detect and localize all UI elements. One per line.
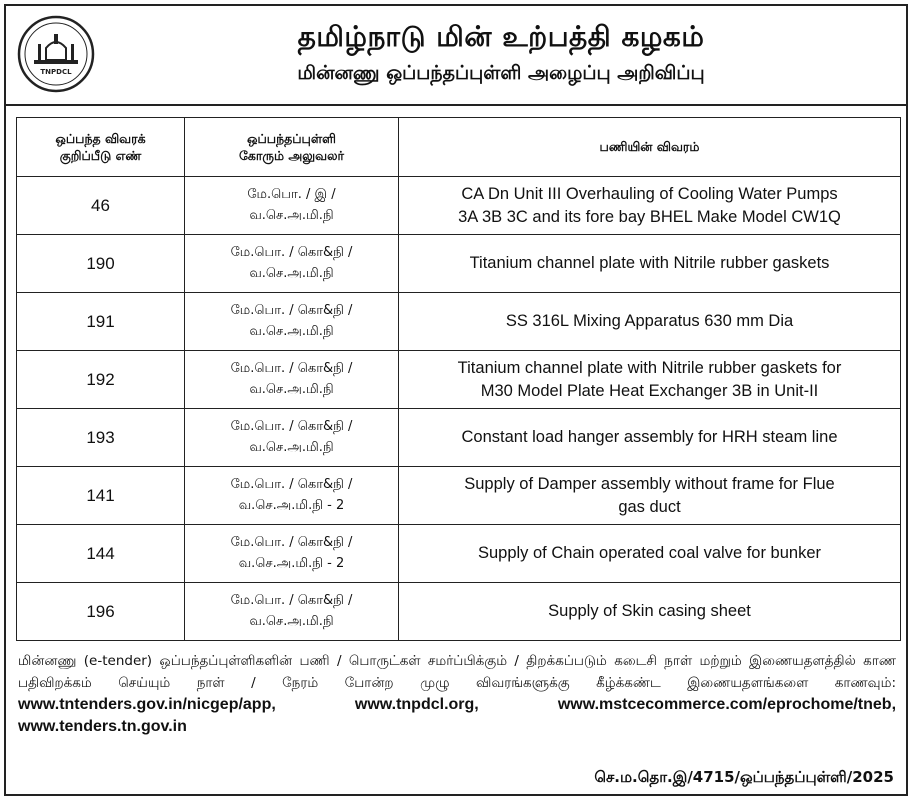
officer-line1: மே.பொ. / கொ&நி / [230, 419, 353, 435]
description-cell [399, 351, 901, 409]
ref-number: 196 [17, 583, 185, 641]
tnpdcl-logo [16, 14, 96, 94]
officer-cell [185, 293, 399, 351]
officer-cell [185, 583, 399, 641]
table-row [17, 177, 901, 235]
officer-line1: மே.பொ. / கொ&நி / [230, 593, 353, 609]
tnpdcl-link[interactable]: www.tnpdcl.org, [354, 696, 479, 713]
officer-line2: வ.செ.அ.மி.நி [249, 207, 334, 223]
table-row [17, 351, 901, 409]
officer-line1: மே.பொ. / கொ&நி / [230, 303, 353, 319]
notice-title: தமிழ்நாடு மின் உற்பத்தி கழகம் [297, 20, 705, 53]
tntenders-link[interactable]: www.tntenders.gov.in/nicgep/app, [18, 696, 276, 713]
ref-number: 46 [17, 177, 185, 235]
description-cell: SS 316L Mixing Apparatus 630 mm Dia [399, 293, 901, 351]
column-header-ref [17, 118, 185, 177]
reference-number: செ.ம.தொ.இ/4715/ஒப்பந்தப்புள்ளி/2025 [594, 768, 894, 786]
column-header-description: பணியின் விவரம் [399, 118, 901, 177]
officer-line1: மே.பொ. / கொ&நி / [230, 361, 353, 377]
officer-cell [185, 351, 399, 409]
ref-number: 191 [17, 293, 185, 351]
description-cell: Supply of Chain operated coal valve for bunker [399, 525, 901, 583]
officer-line1: மே.பொ. / கொ&நி / [230, 535, 353, 551]
ref-number: 192 [17, 351, 185, 409]
description-line1: CA Dn Unit III Overhauling of Cooling Water Pumps [461, 185, 838, 204]
table-row [17, 293, 901, 351]
description-line2: gas duct [618, 497, 681, 516]
officer-cell [185, 177, 399, 235]
logo-text: TNPDCL [40, 68, 72, 76]
officer-line2: வ.செ.அ.மி.நி - 2 [238, 497, 345, 513]
description-line2: M30 Model Plate Heat Exchanger 3B in Unit-II [480, 381, 819, 400]
description-cell [399, 177, 901, 235]
officer-line1: மே.பொ. / கொ&நி / [230, 477, 353, 493]
table-row [17, 235, 901, 293]
officer-line2: வ.செ.அ.மி.நி - 2 [238, 555, 345, 571]
officer-cell [185, 525, 399, 583]
description-line1: Supply of Damper assembly without frame for Flue [464, 475, 835, 494]
description-cell: Supply of Skin casing sheet [399, 583, 901, 641]
footer-paragraph [18, 650, 896, 738]
officer-line2: வ.செ.அ.மி.நி [249, 439, 334, 455]
table-row [17, 409, 901, 467]
ref-number: 141 [17, 467, 185, 525]
ref-number: 144 [17, 525, 185, 583]
description-cell: Constant load hanger assembly for HRH steam line [399, 409, 901, 467]
header-officer-line1: ஒப்பந்தப்புள்ளி [247, 130, 336, 146]
officer-line1: மே.பொ. / இ / [247, 187, 336, 203]
header-ref-line1: ஒப்பந்த விவரக் [55, 130, 146, 146]
officer-cell [185, 409, 399, 467]
mstcecommerce-link[interactable]: www.mstcecommerce.com/eprochome/tneb, [557, 696, 897, 713]
tender-table [16, 117, 901, 641]
officer-line1: மே.பொ. / கொ&நி / [230, 245, 353, 261]
notice-subtitle: மின்னணு ஒப்பந்தப்புள்ளி அழைப்பு அறிவிப்பு [297, 62, 705, 84]
officer-line2: வ.செ.அ.மி.நி [249, 323, 334, 339]
description-line2: 3A 3B 3C and its fore bay BHEL Make Model CW1Q [458, 207, 841, 226]
ref-number: 190 [17, 235, 185, 293]
description-cell: Titanium channel plate with Nitrile rubber gaskets [399, 235, 901, 293]
column-header-officer [185, 118, 399, 177]
description-cell [399, 467, 901, 525]
table-row [17, 583, 901, 641]
table-header-row [17, 118, 901, 177]
officer-cell [185, 467, 399, 525]
ref-number: 193 [17, 409, 185, 467]
officer-line2: வ.செ.அ.மி.நி [249, 613, 334, 629]
officer-line2: வ.செ.அ.மி.நி [249, 265, 334, 281]
tenders-tn-link[interactable]: www.tenders.tn.gov.in [18, 718, 187, 735]
tender-notice [4, 4, 908, 796]
notice-header [6, 6, 906, 106]
header-officer-line2: கோரும் அலுவலர் [238, 148, 345, 163]
officer-line2: வ.செ.அ.மி.நி [249, 381, 334, 397]
footer-text: மின்னணு (e-tender) ஒப்பந்தப்புள்ளிகளின் பணி / பொருட்கள் சமர்ப்பிக்கும் / திறக்கப்படும் கடைசி நாள் மற்றும் இணையதளத்தில் காண பதிவிறக்கம் செய்யும் நாள் / நேரம் போன்ற முழு விவரங்களுக்கு கீழ்க்கண்ட இணையதளங்களை காணவும்: [18, 653, 896, 691]
table-row [17, 467, 901, 525]
table-row [17, 525, 901, 583]
officer-cell [185, 235, 399, 293]
description-line1: Titanium channel plate with Nitrile rubber gaskets for [457, 359, 842, 378]
header-ref-line2: குறிப்பீடு எண் [59, 148, 142, 163]
